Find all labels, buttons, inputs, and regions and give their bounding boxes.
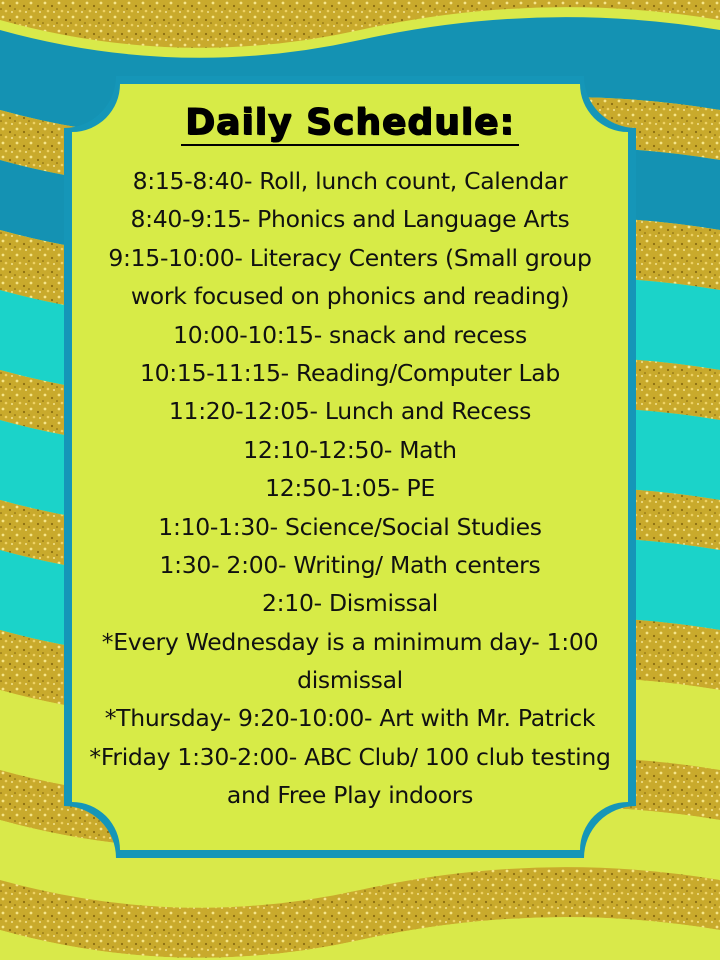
schedule-line: 12:50-1:05- PE [265, 474, 435, 503]
schedule-note: and Free Play indoors [226, 781, 474, 810]
schedule-line: 8:40-9:15- Phonics and Language Arts [130, 205, 570, 234]
schedule-content [60, 72, 640, 862]
schedule-line: work focused on phonics and reading) [130, 282, 570, 311]
schedule-card [60, 72, 640, 862]
schedule-line: 12:10-12:50- Math [243, 435, 457, 464]
schedule-line: 1:30- 2:00- Writing/ Math centers [159, 550, 541, 579]
schedule-line: 10:15-11:15- Reading/Computer Lab [140, 358, 560, 387]
schedule-line: 11:20-12:05- Lunch and Recess [168, 397, 532, 426]
schedule-note: *Every Wednesday is a minimum day- 1:00 [101, 627, 599, 656]
schedule-line: 9:15-10:00- Literacy Centers (Small group [108, 243, 592, 272]
schedule-line: 2:10- Dismissal [262, 589, 438, 618]
schedule-note: *Thursday- 9:20-10:00- Art with Mr. Patrick [104, 704, 596, 733]
schedule-title [60, 102, 640, 146]
schedule-line: 10:00-10:15- snack and recess [173, 320, 527, 349]
schedule-note: *Friday 1:30-2:00- ABC Club/ 100 club testing [89, 742, 611, 771]
schedule-lines [66, 162, 634, 815]
schedule-line: 1:10-1:30- Science/Social Studies [158, 512, 542, 541]
schedule-title-text: Daily Schedule: [181, 102, 519, 146]
schedule-note: dismissal [297, 666, 403, 695]
schedule-line: 8:15-8:40- Roll, lunch count, Calendar [132, 167, 568, 195]
